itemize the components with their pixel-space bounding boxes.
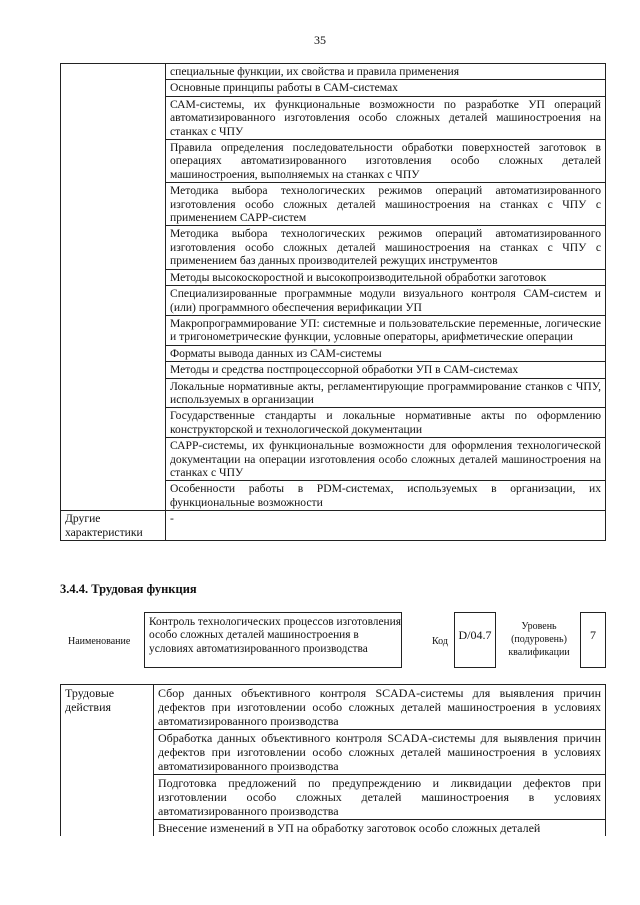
labor-action-item: Подготовка предложений по предупреждению и ликвидации дефектов при изготовлении особо сложных деталей машиностроения в условиях автоматизированного производства [154,775,606,820]
other-characteristics-label: Другие характеристики [61,511,166,541]
knowledge-item: Специализированные программные модули визуального контроля САМ-систем и (или) программного обеспечения верификации УП [166,286,606,316]
other-characteristics-value: - [166,511,606,541]
knowledge-item: специальные функции, их свойства и правила применения [166,64,606,80]
table-row [61,685,606,730]
function-name-box: Контроль технологических процессов изготовления особо сложных деталей машиностроения в условиях автоматизированного производства [144,612,402,668]
knowledge-item: Макропрограммирование УП: системные и пользовательские переменные, логические и тригонометрические функции, условные операторы, арифметические операции [166,315,606,345]
labor-action-item: Обработка данных объективного контроля SCADA-системы для выявления причин дефектов при изготовлении особо сложных деталей машиностроения в условиях автоматизированного производства [154,730,606,775]
knowledge-item: Методика выбора технологических режимов операций автоматизированного изготовления особо сложных деталей машиностроения на станках с ЧПУ с применением САРР-систем [166,183,606,226]
knowledge-table [60,63,606,541]
code-box: D/04.7 [454,612,496,668]
knowledge-item: Особенности работы в PDM-системах, используемых в организации, их функциональные возможности [166,481,606,511]
labor-actions-label: Трудовые действия [61,685,154,837]
labor-action-item: Внесение изменений в УП на обработку заготовок особо сложных деталей [154,820,606,837]
name-label: Наименование [68,636,131,647]
section-title: 3.4.4. Трудовая функция [60,582,197,596]
knowledge-item: САМ-системы, их функциональные возможности по разработке УП операций автоматизированного изготовления особо сложных деталей машиностроения на станках с ЧПУ [166,96,606,139]
labor-actions-table [60,684,606,836]
table-row [61,511,606,541]
knowledge-label-cell [61,64,166,511]
knowledge-item: Государственные стандарты и локальные нормативные акты по оформлению конструкторской и технологической документации [166,408,606,438]
knowledge-item: Методы и средства постпроцессорной обработки УП в САМ-системах [166,362,606,378]
labor-action-item: Сбор данных объективного контроля SCADA-системы для выявления причин дефектов при изготовлении особо сложных деталей машиностроения в условиях автоматизированного производства [154,685,606,730]
qualification-level-label: Уровень (подуровень) квалификации [508,621,570,658]
table-row [61,64,606,80]
code-label: Код [432,636,448,647]
knowledge-item: Локальные нормативные акты, регламентирующие программирование станков с ЧПУ, используемых в организации [166,378,606,408]
knowledge-item: Основные принципы работы в САМ-системах [166,80,606,96]
knowledge-item: САРР-системы, их функциональные возможности для оформления технологической документации на операции изготовления особо сложных деталей машиностроения на станках с ЧПУ [166,438,606,481]
knowledge-item: Методы высокоскоростной и высокопроизводительной обработки заготовок [166,269,606,285]
labor-function-header [60,610,606,672]
knowledge-item: Форматы вывода данных из САМ-системы [166,345,606,361]
page-number: 35 [314,33,326,47]
knowledge-item: Правила определения последовательности обработки поверхностей заготовок в операциях автоматизированного изготовления особо сложных деталей машиностроения, выполняемых на станках с ЧПУ [166,140,606,183]
knowledge-item: Методика выбора технологических режимов операций автоматизированного изготовления особо сложных деталей машиностроения на станках с ЧПУ с применением баз данных производителей режущих инструментов [166,226,606,269]
qualification-level-box: 7 [580,612,606,668]
